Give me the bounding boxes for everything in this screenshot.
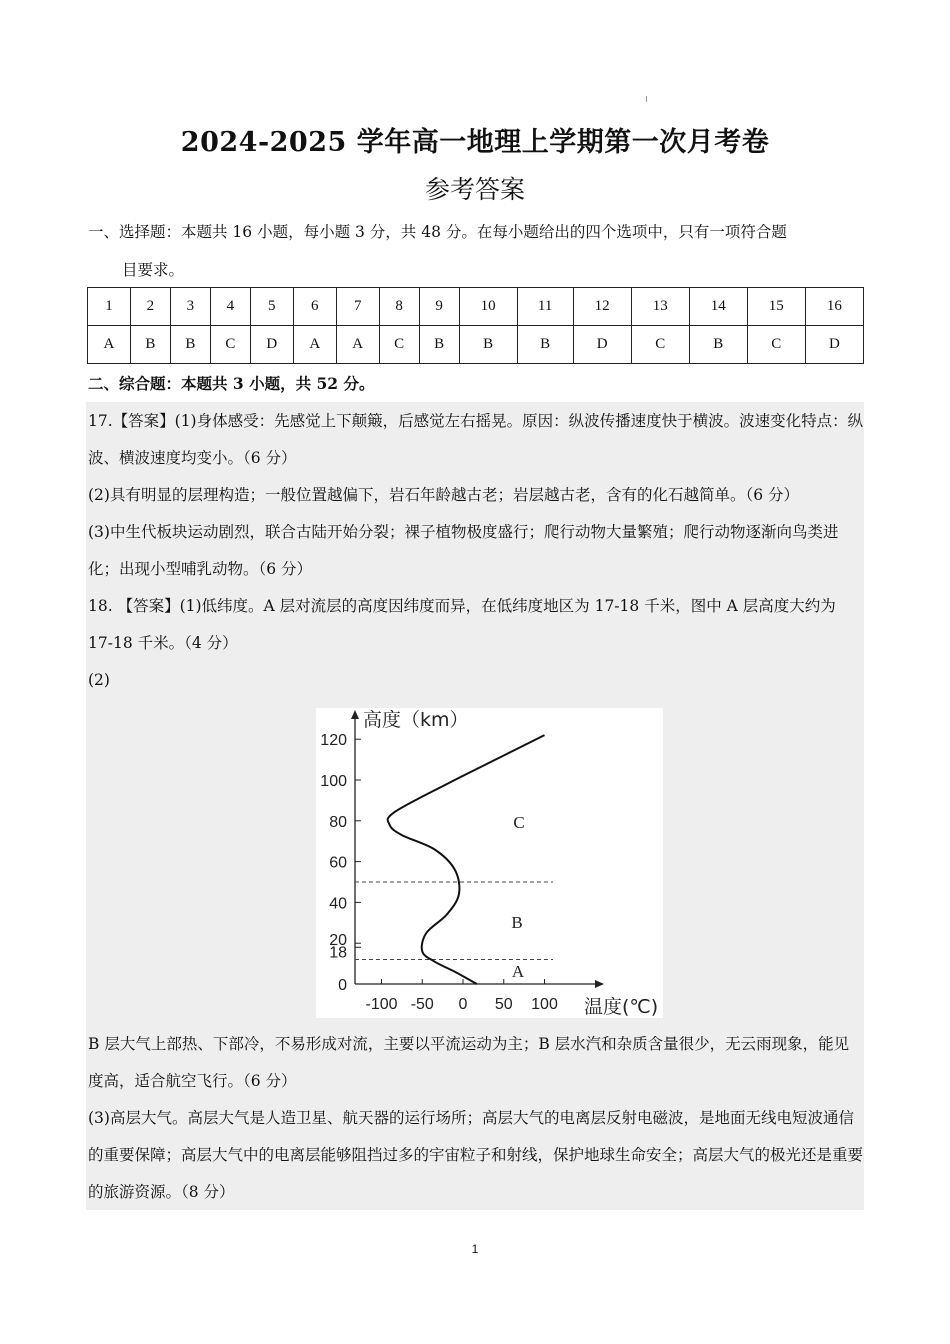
question-number-cell: 9 [419, 288, 459, 326]
q18-part1: 18. 【答案】(1)低纬度。A 层对流层的高度因纬度而异，在低纬度地区为 17-18 千米，图中 A 层高度大约为 17-18 千米。（4 分） [88, 597, 836, 652]
q17-part3: (3)中生代板块运动剧烈，联合古陆开始分裂；裸子植物极度盛行；爬行动物大量繁殖；爬行动物逐渐向鸟类进化；出现小型哺乳动物。（6 分） [88, 523, 839, 578]
answer-cell: A [336, 326, 379, 364]
q18-part3: (3)高层大气。高层大气是人造卫星、航天器的运行场所；高层大气的电离层反射电磁波，是地面无线电短波通信的重要保障；高层大气中的电离层能够阻挡过多的宇宙粒子和射线，保护地球生命安全；高层大气的极光还是重要的旅游资源。（8 分） [88, 1109, 864, 1201]
y-tick-label: 40 [329, 895, 347, 913]
question-number-cell: 16 [805, 288, 863, 326]
page-title: 2024-2025 学年高一地理上学期第一次月考卷 [180, 127, 770, 158]
layer-label-c: C [513, 813, 525, 832]
answer-cell: A [293, 326, 336, 364]
y-tick-label: 60 [329, 854, 347, 872]
y-tick-label: 20 [329, 932, 347, 950]
question-number-cell: 11 [517, 288, 573, 326]
x-axis-arrow [595, 980, 604, 988]
y-axis-label: 高度（km） [363, 709, 469, 731]
answer-cell: B [517, 326, 573, 364]
answer-cell: B [459, 326, 517, 364]
question-number-cell: 8 [379, 288, 419, 326]
answer-cell: B [170, 326, 210, 364]
section-1-line-1: 一、选择题：本题共 16 小题，每小题 3 分，共 48 分。在每小题给出的四个选项中，只有一项符合题 [88, 223, 787, 241]
y-axis-arrow [351, 710, 359, 719]
x-tick-label: 0 [458, 996, 468, 1013]
q18-part2-label: (2) [88, 671, 110, 689]
section-1-heading [88, 213, 864, 289]
x-tick-label: -100 [365, 996, 398, 1013]
y-tick-label: 80 [329, 813, 347, 831]
question-number-cell: 1 [88, 288, 131, 326]
answer-cell: C [379, 326, 419, 364]
question-number-cell: 10 [459, 288, 517, 326]
section-2-heading: 二、综合题：本题共 3 小题，共 52 分。 [88, 374, 375, 393]
x-axis-label: 温度(℃) [584, 996, 659, 1018]
question-number-cell: 15 [747, 288, 805, 326]
y-tick-label: 120 [320, 732, 347, 750]
question-number-cell: 4 [210, 288, 250, 326]
question-number-cell: 2 [130, 288, 170, 326]
answer-table [87, 287, 864, 364]
question-number-cell: 7 [336, 288, 379, 326]
answer-table-answer-row [88, 326, 864, 364]
answer-cell: B [419, 326, 459, 364]
section-1-line-2: 目要求。 [122, 261, 185, 279]
answer-cell: C [747, 326, 805, 364]
question-number-cell: 13 [631, 288, 689, 326]
layer-label-a: A [511, 962, 525, 981]
question-number-cell: 6 [293, 288, 336, 326]
answer-cell: A [88, 326, 131, 364]
x-tick-label: 100 [531, 996, 558, 1013]
answer-cell: C [210, 326, 250, 364]
q18-part2-text: B 层大气上部热、下部冷，不易形成对流，主要以平流运动为主；B 层水汽和杂质含量很少，无云雨现象，能见度高，适合航空飞行。（6 分） [88, 1035, 850, 1090]
q17-part1: 17.【答案】(1)身体感受：先感觉上下颠簸，后感觉左右摇晃。原因：纵波传播速度快于横波。波速变化特点：纵波、横波速度均变小。（6 分） [88, 412, 864, 467]
answer-cell: D [805, 326, 863, 364]
atmosphere-chart [316, 708, 663, 1018]
answer-cell: D [250, 326, 293, 364]
answer-cell: C [631, 326, 689, 364]
atmosphere-chart-svg [316, 708, 663, 1018]
x-tick-label: -50 [410, 996, 434, 1013]
question-number-cell: 12 [573, 288, 631, 326]
answer-cell: B [689, 326, 747, 364]
question-number-cell: 3 [170, 288, 210, 326]
y-tick-label: 100 [320, 773, 347, 790]
layer-label-b: B [511, 913, 523, 932]
question-number-cell: 14 [689, 288, 747, 326]
y-tick-label: 0 [338, 977, 347, 994]
question-number-cell: 5 [250, 288, 293, 326]
answer-table-number-row [88, 288, 864, 326]
x-tick-label: 50 [494, 996, 513, 1013]
scan-mark [646, 96, 647, 102]
answer-cell: B [130, 326, 170, 364]
page-subtitle: 参考答案 [424, 175, 525, 204]
answer-cell: D [573, 326, 631, 364]
temperature-curve [388, 735, 545, 984]
q17-part2: (2)具有明显的层理构造；一般位置越偏下，岩石年龄越古老；岩层越古老，含有的化石越简单。（6 分） [88, 486, 799, 504]
y-tick-label: 18 [329, 944, 347, 962]
page-number: 1 [471, 1242, 479, 1256]
